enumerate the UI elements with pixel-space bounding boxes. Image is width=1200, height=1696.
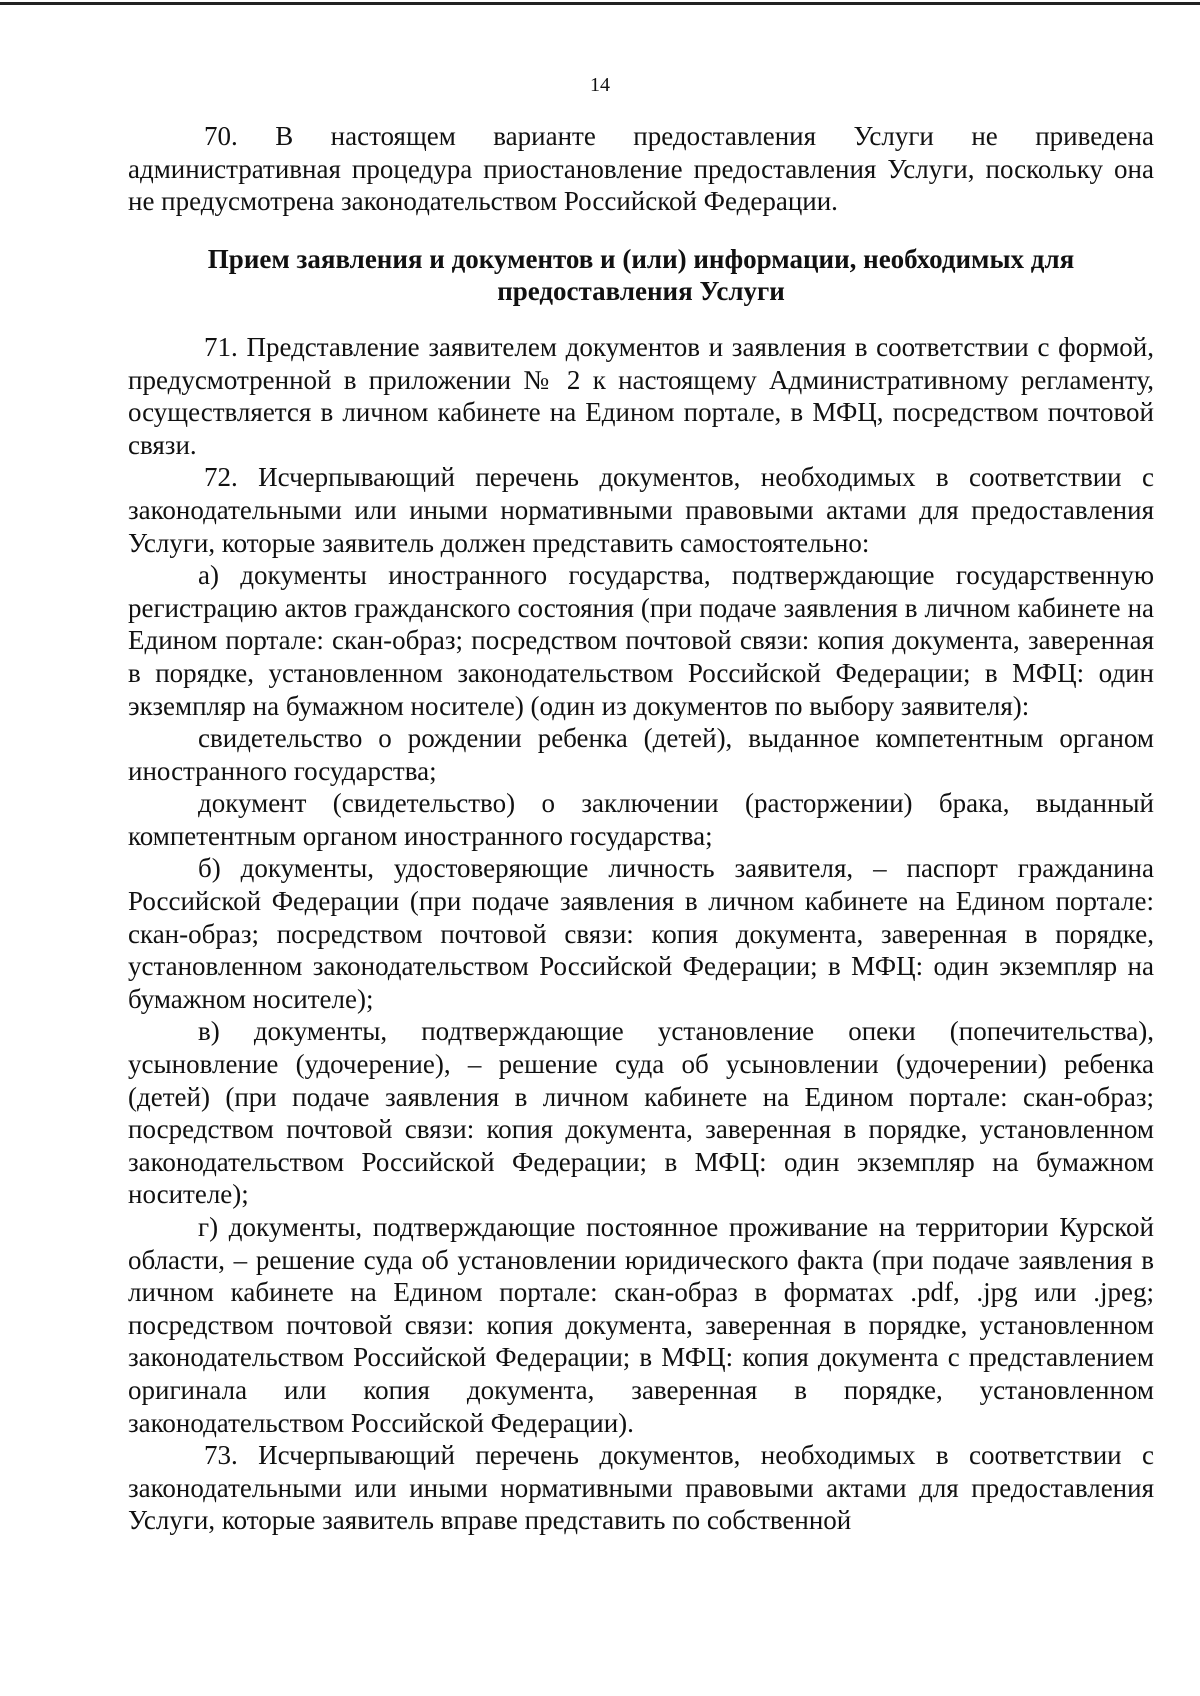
paragraph-71: 71. Представление заявителем документов и заявления в соответствии с формой, предусмотренной в приложении № 2 к настоящему Административному регламенту, осуществляется в личном кабинете на Едином портале, в МФЦ, посредством почтовой связи. xyxy=(128,331,1154,460)
paragraph-73: 73. Исчерпывающий перечень документов, необходимых в соответствии с законодательными или иными нормативными правовыми актами для предоставления Услуги, которые заявитель вправе представить по собственной xyxy=(128,1440,1154,1536)
top-rule xyxy=(0,2,1200,5)
page-number: 14 xyxy=(590,74,610,96)
section-heading: Прием заявления и документов и (или) информации, необходимых для предоставления Услуги xyxy=(207,243,1075,307)
paragraph-70: 70. В настоящем варианте предоставления Услуги не приведена административная процедура приостановление предоставления Услуги, поскольку она не предусмотрена законодательством Российской Федерации. xyxy=(128,121,1154,217)
document-body xyxy=(128,120,1154,1537)
item-a: а) документы иностранного государства, подтверждающие государственную регистрацию актов гражданского состояния (при подаче заявления в личном кабинете на Едином портале: скан-образ; посредством почтовой связи: копия документа, заверенная в порядке, установленном законодательством Российской Федерации; в МФЦ: один экземпляр на бумажном носителе) (один из документов по выбору заявителя): xyxy=(128,560,1154,721)
item-a-marriage-certificate: документ (свидетельство) о заключении (расторжении) брака, выданный компетентным органом иностранного государства; xyxy=(128,788,1154,851)
item-b: б) документы, удостоверяющие личность заявителя, – паспорт гражданина Российской Федерации (при подаче заявления в личном кабинете на Едином портале: скан-образ; посредством почтовой связи: копия документа, заверенная в порядке, установленном законодательством Российской Федерации; в МФЦ: один экземпляр на бумажном носителе); xyxy=(128,853,1154,1014)
item-a-birth-certificate: свидетельство о рождении ребенка (детей), выданное компетентным органом иностранного государства; xyxy=(128,723,1154,786)
item-g: г) документы, подтверждающие постоянное проживание на территории Курской области, – решение суда об установлении юридического факта (при подаче заявления в личном кабинете на Едином портале: скан-образ в форматах .pdf, .jpg или .jpeg; посредством почтовой связи: копия документа, заверенная в порядке, установленном законодательством Российской Федерации; в МФЦ: копия документа с представлением оригинала или копия документа, заверенная в порядке, установленном законодательством Российской Федерации). xyxy=(128,1212,1154,1438)
paragraph-72: 72. Исчерпывающий перечень документов, необходимых в соответствии с законодательными или иными нормативными правовыми актами для предоставления Услуги, которые заявитель должен представить самостоятельно: xyxy=(128,462,1154,558)
item-v: в) документы, подтверждающие установление опеки (попечительства), усыновление (удочерение), – решение суда об усыновлении (удочерении) ребенка (детей) (при подаче заявления в личном кабинете на Едином портале: скан-образ; посредством почтовой связи: копия документа, заверенная в порядке, установленном законодательством Российской Федерации; в МФЦ: один экземпляр на бумажном носителе); xyxy=(128,1016,1154,1210)
